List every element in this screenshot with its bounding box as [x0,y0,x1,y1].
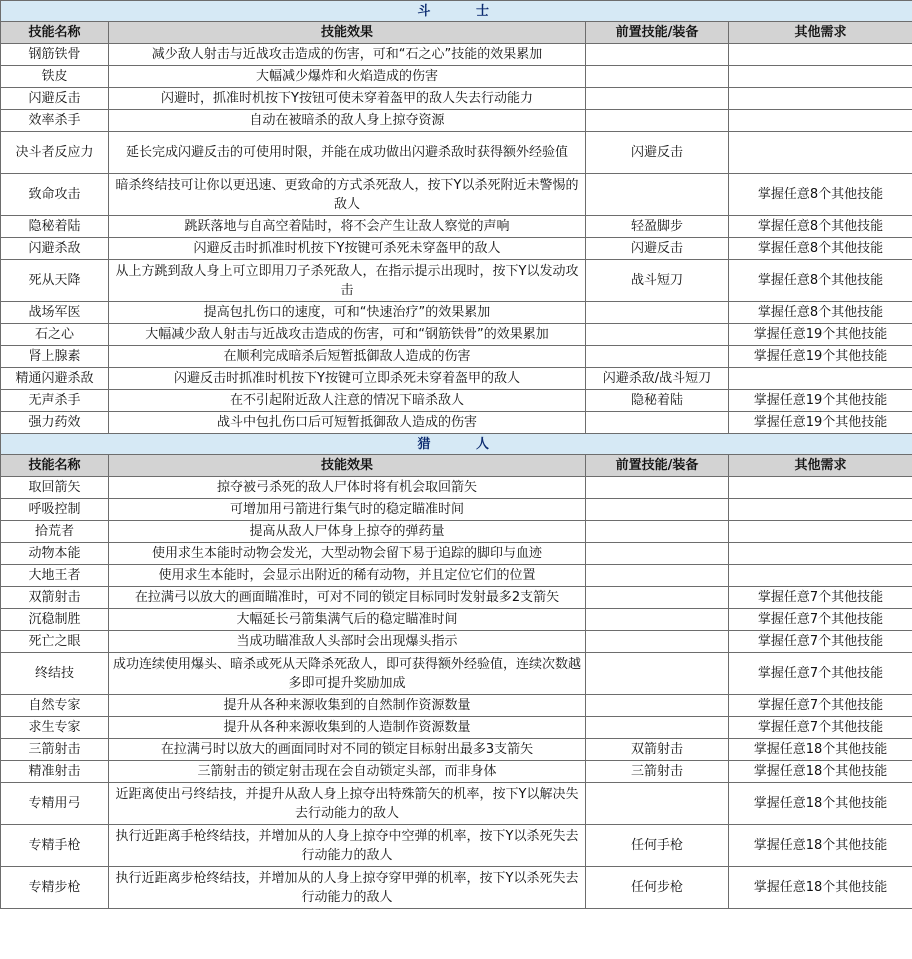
other-requirement-cell [729,521,912,543]
table-row [1,631,912,653]
other-requirement-cell: 掌握任意7个其他技能 [729,695,912,717]
skill-effect-cell: 提升从各种来源收集到的人造制作资源数量 [109,717,586,739]
other-requirement-cell: 掌握任意8个其他技能 [729,260,912,302]
column-header-row [1,455,912,477]
header-skill-name: 技能名称 [1,22,109,44]
other-requirement-cell: 掌握任意19个其他技能 [729,412,912,434]
skill-effect-cell: 在顺利完成暗杀后短暂抵御敌人造成的伤害 [109,346,586,368]
prerequisite-cell [586,324,729,346]
skill-name-cell: 动物本能 [1,543,109,565]
table-row [1,717,912,739]
skill-effect-cell: 成功连续使用爆头、暗杀或死从天降杀死敌人，即可获得额外经验值，连续次数越多即可提升奖励加成 [109,653,586,695]
skill-effect-cell: 暗杀终结技可让你以更迅速、更致命的方式杀死敌人，按下Y以杀死附近未警惕的敌人 [109,174,586,216]
table-row [1,739,912,761]
other-requirement-cell: 掌握任意7个其他技能 [729,653,912,695]
skill-effect-cell: 使用求生本能时动物会发光，大型动物会留下易于追踪的脚印与血迹 [109,543,586,565]
table-row [1,216,912,238]
skill-name-cell: 石之心 [1,324,109,346]
table-row [1,653,912,695]
prerequisite-cell [586,695,729,717]
header-skill-name: 技能名称 [1,455,109,477]
skill-effect-cell: 三箭射击的锁定射击现在会自动锁定头部，而非身体 [109,761,586,783]
skill-effect-cell: 提高从敌人尸体身上掠夺的弹药量 [109,521,586,543]
skill-name-cell: 专精用弓 [1,783,109,825]
other-requirement-cell: 掌握任意19个其他技能 [729,324,912,346]
other-requirement-cell: 掌握任意7个其他技能 [729,717,912,739]
skill-name-cell: 大地王者 [1,565,109,587]
skill-effect-cell: 延长完成闪避反击的可使用时限，并能在成功做出闪避杀敌时获得额外经验值 [109,132,586,174]
other-requirement-cell: 掌握任意7个其他技能 [729,631,912,653]
other-requirement-cell [729,110,912,132]
other-requirement-cell [729,88,912,110]
skill-name-cell: 强力药效 [1,412,109,434]
prerequisite-cell [586,477,729,499]
skill-effect-cell: 从上方跳到敌人身上可立即用刀子杀死敌人，在指示提示出现时，按下Y以发动攻击 [109,260,586,302]
header-other-requirement: 其他需求 [729,22,912,44]
other-requirement-cell [729,132,912,174]
skill-name-cell: 求生专家 [1,717,109,739]
table-row [1,477,912,499]
skill-effect-cell: 执行近距离步枪终结技，并增加从的人身上掠夺穿甲弹的机率，按下Y以杀死失去行动能力的敌人 [109,867,586,909]
header-skill-effect: 技能效果 [109,455,586,477]
table-row [1,66,912,88]
skills-table-body [1,1,912,909]
skill-name-cell: 战场军医 [1,302,109,324]
skill-effect-cell: 在拉满弓以放大的画面瞄准时，可对不同的锁定目标同时发射最多2支箭矢 [109,587,586,609]
section-title: 猎 人 [1,434,912,455]
skill-effect-cell: 大幅延长弓箭集满气后的稳定瞄准时间 [109,609,586,631]
table-row [1,44,912,66]
section-title-row [1,434,912,455]
table-row [1,88,912,110]
skill-effect-cell: 提升从各种来源收集到的自然制作资源数量 [109,695,586,717]
other-requirement-cell: 掌握任意7个其他技能 [729,587,912,609]
skill-effect-cell: 当成功瞄准敌人头部时会出现爆头指示 [109,631,586,653]
other-requirement-cell: 掌握任意7个其他技能 [729,609,912,631]
skill-effect-cell: 大幅减少敌人射击与近战攻击造成的伤害，可和“钢筋铁骨”的效果累加 [109,324,586,346]
table-row [1,238,912,260]
skill-name-cell: 隐秘着陆 [1,216,109,238]
header-prerequisite: 前置技能/装备 [586,22,729,44]
other-requirement-cell: 掌握任意18个其他技能 [729,783,912,825]
prerequisite-cell [586,565,729,587]
skill-name-cell: 取回箭矢 [1,477,109,499]
skill-name-cell: 效率杀手 [1,110,109,132]
prerequisite-cell [586,302,729,324]
prerequisite-cell: 任何步枪 [586,867,729,909]
skill-name-cell: 专精手枪 [1,825,109,867]
skill-name-cell: 铁皮 [1,66,109,88]
prerequisite-cell [586,66,729,88]
table-row [1,867,912,909]
skill-name-cell: 死亡之眼 [1,631,109,653]
prerequisite-cell [586,499,729,521]
skill-effect-cell: 减少敌人射击与近战攻击造成的伤害，可和“石之心”技能的效果累加 [109,44,586,66]
section-title-row [1,1,912,22]
skill-effect-cell: 闪避时，抓准时机按下Y按钮可使未穿着盔甲的敌人失去行动能力 [109,88,586,110]
skill-name-cell: 死从天降 [1,260,109,302]
skill-name-cell: 精通闪避杀敌 [1,368,109,390]
table-row [1,825,912,867]
other-requirement-cell: 掌握任意18个其他技能 [729,739,912,761]
prerequisite-cell: 隐秘着陆 [586,390,729,412]
skill-effect-cell: 战斗中包扎伤口后可短暂抵御敌人造成的伤害 [109,412,586,434]
table-row [1,174,912,216]
skill-name-cell: 决斗者反应力 [1,132,109,174]
prerequisite-cell [586,346,729,368]
section-title: 斗 士 [1,1,912,22]
skill-name-cell: 呼吸控制 [1,499,109,521]
prerequisite-cell: 闪避反击 [586,238,729,260]
other-requirement-cell [729,499,912,521]
prerequisite-cell: 战斗短刀 [586,260,729,302]
skill-name-cell: 三箭射击 [1,739,109,761]
other-requirement-cell [729,368,912,390]
skill-name-cell: 致命攻击 [1,174,109,216]
other-requirement-cell: 掌握任意18个其他技能 [729,825,912,867]
prerequisite-cell [586,717,729,739]
prerequisite-cell [586,783,729,825]
skill-name-cell: 闪避反击 [1,88,109,110]
skill-effect-cell: 执行近距离手枪终结技，并增加从的人身上掠夺中空弹的机率，按下Y以杀死失去行动能力的敌人 [109,825,586,867]
table-row [1,302,912,324]
table-row [1,324,912,346]
prerequisite-cell: 双箭射击 [586,739,729,761]
table-row [1,499,912,521]
skill-name-cell: 终结技 [1,653,109,695]
table-row [1,346,912,368]
skill-name-cell: 无声杀手 [1,390,109,412]
table-row [1,521,912,543]
other-requirement-cell: 掌握任意8个其他技能 [729,238,912,260]
table-row [1,695,912,717]
other-requirement-cell: 掌握任意19个其他技能 [729,390,912,412]
prerequisite-cell [586,631,729,653]
table-row [1,609,912,631]
skill-effect-cell: 可增加用弓箭进行集气时的稳定瞄准时间 [109,499,586,521]
skill-effect-cell: 使用求生本能时，会显示出附近的稀有动物，并且定位它们的位置 [109,565,586,587]
prerequisite-cell: 闪避杀敌/战斗短刀 [586,368,729,390]
prerequisite-cell [586,521,729,543]
other-requirement-cell: 掌握任意19个其他技能 [729,346,912,368]
skill-name-cell: 沉稳制胜 [1,609,109,631]
skill-name-cell: 专精步枪 [1,867,109,909]
other-requirement-cell: 掌握任意8个其他技能 [729,216,912,238]
column-header-row [1,22,912,44]
header-prerequisite: 前置技能/装备 [586,455,729,477]
prerequisite-cell [586,174,729,216]
other-requirement-cell [729,44,912,66]
table-row [1,390,912,412]
table-row [1,412,912,434]
skill-effect-cell: 在不引起附近敌人注意的情况下暗杀敌人 [109,390,586,412]
other-requirement-cell: 掌握任意8个其他技能 [729,174,912,216]
prerequisite-cell: 任何手枪 [586,825,729,867]
table-row [1,565,912,587]
skill-name-cell: 双箭射击 [1,587,109,609]
skill-effect-cell: 提高包扎伤口的速度，可和“快速治疗”的效果累加 [109,302,586,324]
skill-name-cell: 精准射击 [1,761,109,783]
skill-name-cell: 肾上腺素 [1,346,109,368]
table-row [1,587,912,609]
skill-name-cell: 闪避杀敌 [1,238,109,260]
prerequisite-cell: 轻盈脚步 [586,216,729,238]
header-other-requirement: 其他需求 [729,455,912,477]
prerequisite-cell [586,110,729,132]
prerequisite-cell [586,653,729,695]
prerequisite-cell: 三箭射击 [586,761,729,783]
table-row [1,260,912,302]
skill-effect-cell: 近距离使出弓终结技，并提升从敌人身上掠夺出特殊箭矢的机率，按下Y以解决失去行动能力的敌人 [109,783,586,825]
skill-effect-cell: 闪避反击时抓准时机按下Y按键可杀死未穿盔甲的敌人 [109,238,586,260]
skill-effect-cell: 掠夺被弓杀死的敌人尸体时将有机会取回箭矢 [109,477,586,499]
skill-name-cell: 钢筋铁骨 [1,44,109,66]
other-requirement-cell: 掌握任意8个其他技能 [729,302,912,324]
prerequisite-cell [586,412,729,434]
other-requirement-cell [729,543,912,565]
prerequisite-cell: 闪避反击 [586,132,729,174]
prerequisite-cell [586,44,729,66]
other-requirement-cell: 掌握任意18个其他技能 [729,867,912,909]
prerequisite-cell [586,587,729,609]
other-requirement-cell [729,565,912,587]
prerequisite-cell [586,88,729,110]
skill-effect-cell: 闪避反击时抓准时机按下Y按键可立即杀死未穿着盔甲的敌人 [109,368,586,390]
skill-name-cell: 拾荒者 [1,521,109,543]
skill-effect-cell: 自动在被暗杀的敌人身上掠夺资源 [109,110,586,132]
prerequisite-cell [586,609,729,631]
skill-name-cell: 自然专家 [1,695,109,717]
other-requirement-cell [729,66,912,88]
table-row [1,761,912,783]
skill-effect-cell: 跳跃落地与自高空着陆时，将不会产生让敌人察觉的声响 [109,216,586,238]
prerequisite-cell [586,543,729,565]
header-skill-effect: 技能效果 [109,22,586,44]
skill-effect-cell: 在拉满弓时以放大的画面同时对不同的锁定目标射出最多3支箭矢 [109,739,586,761]
table-row [1,368,912,390]
table-row [1,110,912,132]
table-row [1,132,912,174]
table-row [1,783,912,825]
skill-effect-cell: 大幅减少爆炸和火焰造成的伤害 [109,66,586,88]
other-requirement-cell [729,477,912,499]
table-row [1,543,912,565]
other-requirement-cell: 掌握任意18个其他技能 [729,761,912,783]
